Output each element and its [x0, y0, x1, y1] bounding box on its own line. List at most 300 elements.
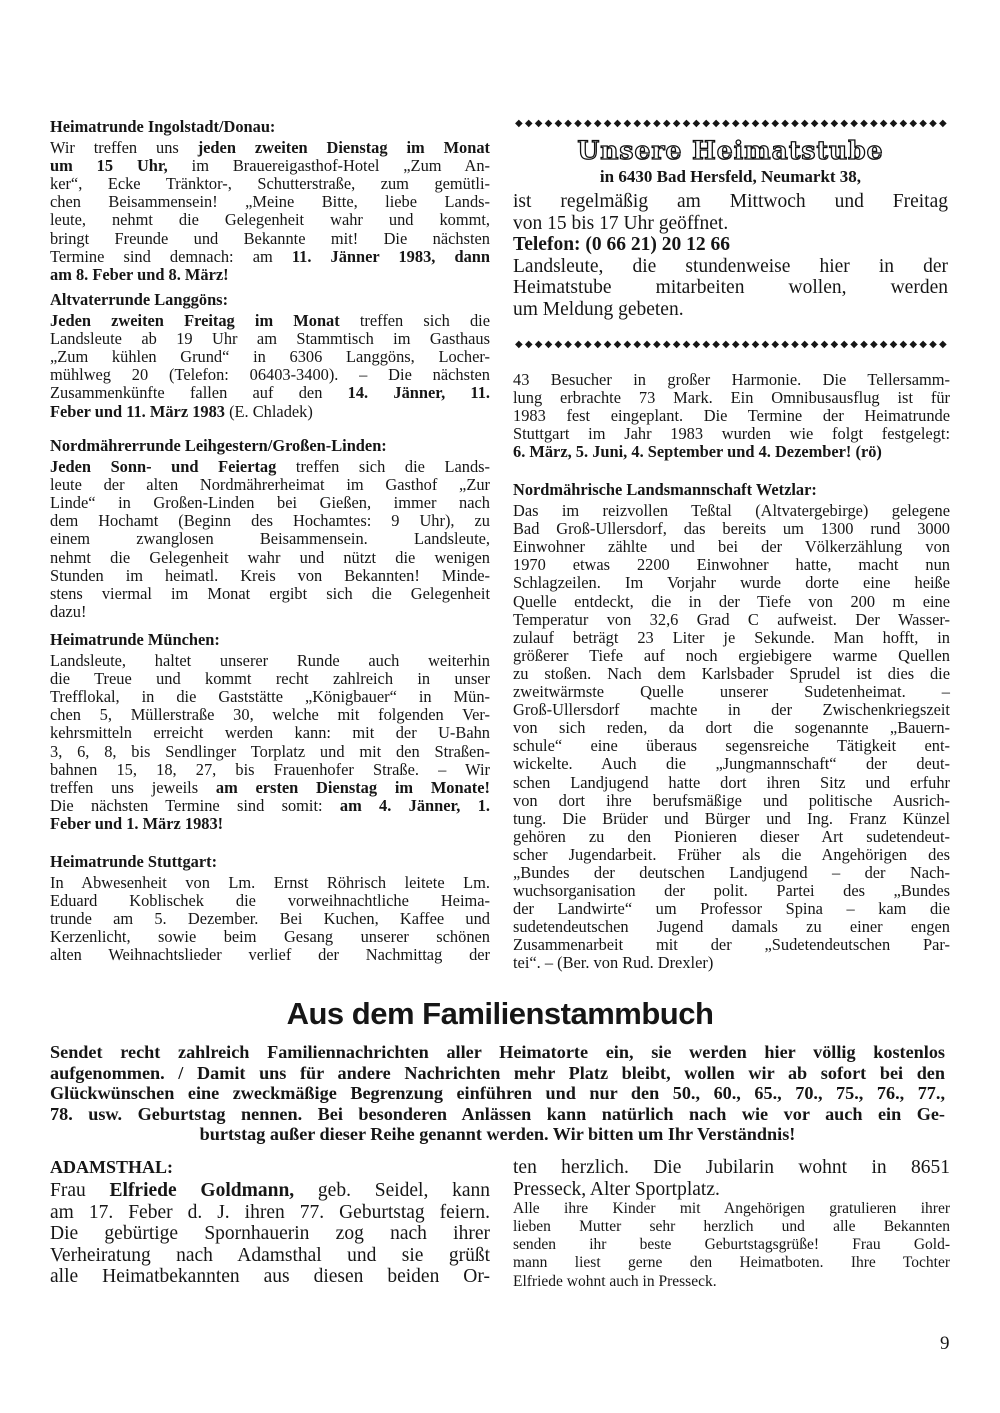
diamond-ornament-icon: ◆: [672, 339, 681, 350]
diamond-ornament-icon: ◆: [731, 118, 740, 129]
text-line: [50, 1223, 490, 1245]
text-run: von 15 bis 17 Uhr geöffnet.: [513, 212, 729, 234]
article-adamsthal: [50, 1157, 490, 1288]
text-run: Die gebürtige Spornhauerin zog nach ihrer: [50, 1223, 490, 1245]
text-run: Quelle entdeckt, die in der Tiefe von 200 m eine: [513, 591, 950, 611]
article-body: [513, 1200, 950, 1290]
text-run: Das im reizvollen Teßtal (Altvatergebirge) gelegene: [513, 501, 950, 521]
text-line: [513, 1273, 950, 1291]
text-run: Zusammenarbeit mit der „Sudetendeutschen Par-: [513, 935, 950, 955]
diamond-ornament-icon: ◆: [593, 339, 602, 350]
text-line: [513, 502, 950, 520]
diamond-ornament-icon: ◆: [929, 118, 937, 129]
text-run: wickelte. Auch die „Jungmannschaft“ der deut-: [513, 754, 950, 774]
diamond-ornament-icon: ◆: [613, 339, 622, 350]
article-muenchen: [50, 631, 490, 833]
heading: Heimatrunde München:: [50, 630, 220, 649]
diamond-ornament-icon: ◆: [623, 118, 632, 129]
text-line: [50, 761, 490, 779]
diamond-ornament-icon: ◆: [850, 339, 858, 350]
bold-text-run: 14. Jänner, 11.: [347, 383, 491, 403]
diamond-ornament-icon: ◆: [712, 118, 720, 129]
text-run: Kerzenlicht, sowie beim Gesang unserer schönen: [50, 927, 490, 947]
text-run: ten herzlich. Die Jubilarin wohnt in 8651: [513, 1157, 950, 1178]
text-run: lieben Mutter sehr herzlich und alle Bekannten: [513, 1218, 950, 1236]
text-run: die Treue und kommt recht zahlreich in unser: [50, 669, 490, 689]
diamond-ornament-icon: ◆: [889, 118, 898, 129]
article-ingolstadt: [50, 118, 490, 284]
bold-text-run: Jeden Sonn- und Feiertag: [50, 457, 277, 477]
text-run: 1970 etwas 2200 Einwohner hatte, macht nun: [513, 555, 950, 575]
article-nordmaehrer: [50, 437, 490, 621]
diamond-ornament-icon: ◆: [524, 339, 533, 350]
text-run: Schlagzeilen. Im Vorjahr wurde dorte eine heiße: [513, 573, 950, 593]
text-line: [513, 647, 950, 665]
bold-text-run: Elfriede Goldmann,: [109, 1180, 295, 1201]
text-line: [513, 882, 950, 900]
text-run: Sendet recht zahlreich Familiennachrichten aller Heimatorte ein, sie werden hier völlig kostenlos: [50, 1042, 945, 1062]
text-line: [513, 719, 950, 737]
text-run: Frau: [50, 1180, 110, 1201]
article-body: [50, 458, 490, 621]
text-run: Elfriede wohnt auch in Presseck.: [513, 1272, 717, 1290]
text-line: [513, 556, 950, 574]
text-line: [50, 348, 490, 366]
diamond-ornament-icon: ◆: [791, 339, 799, 350]
text-run: burtstag außer dieser Reihe genannt werden. Wir bitten um Ihr Verständnis!: [199, 1124, 796, 1144]
text-run: scher Jugendarbeit. Früher als die Angehörigen des: [513, 844, 950, 864]
text-line: [50, 1063, 945, 1084]
text-run: Termine sind demnach: am: [50, 246, 292, 266]
text-run: Glückwünschen eine zweckmäßige Begrenzung einführen und nur den 50., 60., 65., 70., 75., 76., 77.,: [50, 1083, 945, 1103]
text-run: trunde am 5. Dezember. Bei Kuchen, Kaffee und: [50, 909, 490, 929]
text-run: Groß-Ullersdorf machte in der Zwischenkriegszeit: [513, 700, 950, 720]
text-run: geb. Seidel, kann: [294, 1180, 491, 1201]
text-line: [513, 538, 950, 556]
heimatstube-address: in 6430 Bad Hersfeld, Neumarkt 38,: [599, 167, 862, 186]
text-line: [50, 494, 490, 512]
text-line: [50, 193, 490, 211]
diamond-rule-top: [515, 119, 947, 129]
text-line: [513, 737, 950, 755]
diamond-ornament-icon: ◆: [830, 118, 839, 129]
text-run: ist regelmäßig am Mittwoch und Freitag: [513, 191, 948, 212]
text-line: [513, 701, 950, 719]
text-run: am 17. Feber d. J. ihren 77. Geburtstag feiern.: [50, 1201, 490, 1223]
diamond-ornament-icon: ◆: [771, 339, 780, 350]
diamond-ornament-icon: ◆: [731, 339, 740, 350]
text-run: 43 Besucher in großer Harmonie. Die Tellersamm-: [513, 370, 950, 389]
text-line: [50, 1202, 490, 1224]
text-line: [513, 277, 948, 299]
text-run: 78. usw. Geburtstag nennen. Bei besonderen Anlässen kann natürlich nach wie vor auch ein Ge-: [50, 1103, 945, 1124]
text-run: Linde“ in Großen-Linden bei Gießen, immer nach: [50, 493, 490, 513]
diamond-ornament-icon: ◆: [702, 118, 711, 129]
text-line: [513, 256, 948, 278]
text-line: [513, 665, 950, 683]
diamond-ornament-icon: ◆: [564, 339, 572, 350]
diamond-ornament-icon: ◆: [820, 339, 829, 350]
text-run: wuchsorganisation der polit. Partei des „Bundes: [513, 881, 950, 901]
text-line: [50, 175, 490, 193]
text-line: [50, 530, 490, 548]
text-run: mühlweg 20 (Telefon: 06403-3400). – Die nächsten: [50, 365, 490, 385]
diamond-ornament-icon: ◆: [584, 118, 592, 129]
heading: Nordmährerrunde Leihgestern/Großen-Linden:: [50, 436, 387, 455]
text-run: einem zwanglosen Beisammensein. Landsleute,: [50, 529, 490, 549]
diamond-ornament-icon: ◆: [633, 118, 642, 129]
text-run: sudetendeutschen Jugend damals zu einer engen: [513, 917, 950, 937]
text-run: leute der alten Nordmährerheimat im Gasthof „Zur: [50, 475, 490, 495]
text-line: [50, 248, 490, 266]
text-run: bahnen 15, 18, 27, bis Frauenhofer Straße. – Wir: [50, 759, 490, 779]
text-run: ker“, Ecke Tränktor-, Schutterstraße, zum gemütli-: [50, 174, 490, 194]
diamond-ornament-icon: ◆: [879, 118, 888, 129]
text-line: [50, 1083, 945, 1104]
diamond-ornament-icon: ◆: [643, 339, 651, 350]
text-line: [513, 234, 948, 256]
text-run: Die nächsten Termine sind somit:: [50, 795, 340, 815]
text-line: [50, 797, 490, 815]
text-run: „Zum kühlen Grund“ in 6306 Langgöns, Locher-: [50, 347, 490, 367]
diamond-ornament-icon: ◆: [515, 339, 523, 350]
diamond-ornament-icon: ◆: [613, 118, 622, 129]
diamond-ornament-icon: ◆: [722, 118, 730, 129]
text-line: [50, 1124, 945, 1145]
diamond-ornament-icon: ◆: [534, 118, 543, 129]
text-run: Bad Groß-Ullersdorf, das bereits um 1300 rund 3000: [513, 519, 950, 539]
text-run: zulauf beträgt 23 Liter je Sekunde. Man hofft, in: [513, 627, 950, 647]
text-line: [513, 846, 950, 864]
diamond-ornament-icon: ◆: [524, 118, 533, 129]
article-body: [513, 502, 950, 972]
text-run: treffen sich die: [339, 311, 490, 331]
text-line: [50, 724, 490, 742]
text-run: schule“ eine überaus segensreiche Tätigkeit ent-: [513, 736, 950, 756]
text-run: Trefflokal, in die Gaststätte „Königbauer“ in Mün-: [50, 687, 490, 707]
diamond-ornament-icon: ◆: [623, 339, 632, 350]
section-intro: [50, 1042, 945, 1145]
bold-text-run: Feber und 11. März 1983: [50, 401, 225, 421]
text-run: kehrsmitteln erreicht werden kann: mit der U-Bahn: [50, 723, 490, 743]
text-line: [513, 774, 950, 792]
text-line: [50, 815, 490, 833]
article-body-large: [513, 1157, 950, 1200]
diamond-ornament-icon: ◆: [544, 339, 553, 350]
text-line: [50, 1266, 490, 1288]
text-line: [50, 330, 490, 348]
text-run: schen Landjugend hatte dort ihren Sitz und erfuhr: [513, 772, 950, 792]
text-line: [513, 299, 948, 321]
text-line: [513, 918, 950, 936]
diamond-ornament-icon: ◆: [672, 118, 681, 129]
article-body: [513, 371, 950, 461]
text-line: [50, 585, 490, 603]
text-run: leute, nehmt die Gelegenheit wahr und kommt,: [50, 210, 490, 230]
text-line: [50, 910, 490, 928]
diamond-ornament-icon: ◆: [653, 118, 661, 129]
diamond-ornament-icon: ◆: [515, 118, 523, 129]
text-run: nehmt die Gelegenheit wahr und nützt die wenigen: [50, 547, 490, 567]
article-body: [50, 1180, 490, 1288]
text-line: [50, 1042, 945, 1063]
diamond-ornament-icon: ◆: [534, 339, 543, 350]
text-run: treffen sich die Lands-: [276, 457, 490, 477]
diamond-rule-bottom: [515, 340, 947, 350]
text-line: [513, 936, 950, 954]
text-run: dazu!: [50, 601, 87, 621]
diamond-ornament-icon: ◆: [554, 118, 563, 129]
bold-text-run: Feber und 1. März 1983!: [50, 813, 224, 833]
article-body: [50, 312, 490, 421]
diamond-ornament-icon: ◆: [810, 339, 819, 350]
text-line: [513, 1254, 950, 1272]
text-line: [513, 425, 950, 443]
heading: Heimatrunde Stuttgart:: [50, 852, 218, 871]
text-line: [50, 403, 490, 421]
diamond-ornament-icon: ◆: [800, 118, 809, 129]
text-line: [50, 139, 490, 157]
diamond-ornament-icon: ◆: [761, 118, 770, 129]
diamond-ornament-icon: ◆: [662, 118, 671, 129]
diamond-ornament-icon: ◆: [574, 339, 582, 350]
text-run: lung erbrachte 73 Mark. Ein Omnibusausflug ist für: [513, 388, 950, 408]
diamond-ornament-icon: ◆: [633, 339, 642, 350]
bold-text-run: Jeden zweiten Freitag im Monat: [50, 311, 340, 331]
bold-text-run: am 4. Jänner, 1.: [339, 795, 490, 815]
text-line: [513, 954, 950, 972]
diamond-ornament-icon: ◆: [899, 118, 908, 129]
text-run: um Meldung gebeten.: [513, 298, 684, 320]
diamond-ornament-icon: ◆: [830, 339, 839, 350]
text-run: Landsleute, die stundenweise hier in der: [513, 255, 948, 277]
text-run: „Bundes der deutschen Landjugend – der Nach-: [513, 862, 950, 882]
diamond-ornament-icon: ◆: [702, 339, 711, 350]
text-line: [50, 476, 490, 494]
text-run: zu stoßen. Nach dem Karlsbader Sprudel ist dies die: [513, 663, 950, 683]
diamond-ornament-icon: ◆: [879, 339, 888, 350]
bold-text-run: am 8. Feber und 8. März!: [50, 264, 229, 284]
article-wetzlar: [513, 481, 950, 973]
article-langgoens: [50, 291, 490, 421]
text-run: von dort ihre berufsmäßige und politische Ausrich-: [513, 790, 950, 810]
text-line: [513, 1218, 950, 1236]
diamond-ornament-icon: ◆: [712, 339, 720, 350]
diamond-ornament-icon: ◆: [938, 339, 947, 350]
text-run: tung. Die Brüder und Bürger und Ing. Franz Künzel: [513, 808, 950, 828]
text-line: [513, 371, 950, 389]
diamond-ornament-icon: ◆: [869, 118, 878, 129]
text-line: [513, 755, 950, 773]
text-run: senden ihr beste Geburtstagsgrüße! Frau Gold-: [513, 1236, 950, 1254]
text-run: tei“. – (Ber. von Rud. Drexler): [513, 953, 714, 973]
text-run: treffen uns jeweils: [50, 777, 216, 797]
text-line: [513, 792, 950, 810]
heading: ADAMSTHAL:: [50, 1157, 174, 1177]
text-run: Temperatur von 32,6 Grad C aufweist. Der Wasser-: [513, 609, 950, 629]
bold-text-run: um 15 Uhr,: [50, 156, 168, 176]
text-run: Stuttgart im Jahr 1983 wurden wie folgt festgelegt:: [513, 424, 950, 444]
bold-text-run: 6. März, 5. Juni, 4. September und 4. Dezember! (rö): [513, 442, 882, 462]
diamond-ornament-icon: ◆: [860, 118, 868, 129]
heading: Altvaterrunde Langgöns:: [50, 290, 229, 309]
diamond-ornament-icon: ◆: [929, 339, 937, 350]
text-line: [513, 828, 950, 846]
diamond-ornament-icon: ◆: [544, 118, 553, 129]
text-line: [50, 743, 490, 761]
diamond-ornament-icon: ◆: [761, 339, 770, 350]
diamond-ornament-icon: ◆: [860, 339, 868, 350]
heimatstube-body: [513, 191, 948, 321]
text-line: [50, 928, 490, 946]
text-line: [50, 567, 490, 585]
text-line: [513, 900, 950, 918]
text-line: [50, 549, 490, 567]
text-run: alle Heimatbekannten aus diesen beiden Or-: [50, 1266, 490, 1288]
text-run: der Landwirte“ um Professor Spina – kam die: [513, 899, 950, 919]
diamond-ornament-icon: ◆: [682, 118, 691, 129]
article-stuttgart: [50, 853, 490, 965]
text-line: [50, 512, 490, 530]
diamond-ornament-icon: ◆: [781, 118, 789, 129]
text-line: [50, 384, 490, 402]
text-line: [513, 574, 950, 592]
text-run: Einwohner zählte und bei der Völkerzählung von: [513, 537, 950, 557]
text-line: [513, 611, 950, 629]
heading: Nordmährische Landsmannschaft Wetzlar:: [513, 480, 817, 499]
diamond-ornament-icon: ◆: [810, 118, 819, 129]
text-run: von sich reden, da dort die sogenannte „Bauern-: [513, 718, 950, 738]
diamond-ornament-icon: ◆: [741, 339, 750, 350]
text-run: Zusammenkünfte fallen auf den: [50, 383, 348, 403]
text-line: [513, 213, 948, 235]
bold-text-run: Telefon: (0 66 21) 20 12 66: [513, 234, 731, 256]
diamond-ornament-icon: ◆: [800, 339, 809, 350]
text-run: (E. Chladek): [224, 401, 313, 421]
diamond-ornament-icon: ◆: [722, 339, 730, 350]
text-line: [50, 706, 490, 724]
diamond-ornament-icon: ◆: [603, 118, 612, 129]
text-line: [50, 874, 490, 892]
text-line: [50, 670, 490, 688]
text-line: [50, 366, 490, 384]
diamond-ornament-icon: ◆: [751, 118, 760, 129]
diamond-ornament-icon: ◆: [593, 118, 602, 129]
text-line: [513, 520, 950, 538]
text-run: Verheiratung nach Adamsthal und sie grüßt: [50, 1244, 490, 1266]
text-run: Landsleute, haltet unserer Runde auch weiterhin: [50, 651, 490, 671]
diamond-ornament-icon: ◆: [850, 118, 858, 129]
text-line: [50, 312, 490, 330]
bold-text-run: jeden zweiten Dienstag im Monat: [197, 138, 491, 158]
text-line: [50, 1104, 945, 1125]
text-line: [513, 683, 950, 701]
text-run: 3, 6, 8, bis Sendlinger Torplatz und mit den Straßen-: [50, 741, 490, 761]
heimatstube-title: Unsere Heimatstube: [577, 136, 884, 165]
text-line: [513, 810, 950, 828]
diamond-ornament-icon: ◆: [899, 339, 908, 350]
text-run: chen Beisammensein! „Meine Bitte, liebe Lands-: [50, 192, 490, 212]
text-line: [513, 407, 950, 425]
text-run: Wir treffen uns: [50, 138, 198, 158]
text-line: [50, 652, 490, 670]
text-line: [513, 593, 950, 611]
article-body: [50, 874, 490, 964]
text-run: aufgenommen. / Damit uns für andere Nachrichten mehr Platz bleibt, wollen wir ab sofort bei den: [50, 1062, 945, 1083]
text-run: mann liest gerne den Heimatboten. Ihre Tochter: [513, 1254, 950, 1272]
text-line: [50, 266, 490, 284]
text-run: In Abwesenheit von Lm. Ernst Röhrisch leitete Lm.: [50, 873, 490, 893]
section-title: Aus dem Familienstammbuch: [286, 996, 714, 1031]
text-line: [50, 779, 490, 797]
text-line: [513, 443, 950, 461]
text-run: größerer Tiefe auf noch ergiebigere warme Quellen: [513, 645, 950, 665]
diamond-ornament-icon: ◆: [554, 339, 563, 350]
diamond-ornament-icon: ◆: [574, 118, 582, 129]
text-line: [50, 230, 490, 248]
text-line: [50, 1245, 490, 1267]
diamond-ornament-icon: ◆: [692, 339, 701, 350]
diamond-ornament-icon: ◆: [820, 118, 829, 129]
diamond-ornament-icon: ◆: [643, 118, 651, 129]
text-run: Heimatstube mitarbeiten wollen, werden: [513, 277, 948, 299]
text-line: [513, 1236, 950, 1254]
diamond-ornament-icon: ◆: [603, 339, 612, 350]
diamond-ornament-icon: ◆: [909, 339, 918, 350]
diamond-ornament-icon: ◆: [919, 339, 927, 350]
text-run: Presseck, Alter Sportplatz.: [513, 1178, 720, 1200]
diamond-ornament-icon: ◆: [741, 118, 750, 129]
text-line: [513, 389, 950, 407]
heimatstube-box: [513, 136, 948, 321]
text-line: [50, 603, 490, 621]
diamond-ornament-icon: ◆: [919, 118, 927, 129]
text-run: stens viermal im Monat ergibt sich die Gelegenheit: [50, 583, 490, 603]
text-line: [50, 688, 490, 706]
diamond-ornament-icon: ◆: [889, 339, 898, 350]
diamond-ornament-icon: ◆: [909, 118, 918, 129]
text-line: [50, 458, 490, 476]
text-line: [50, 157, 490, 175]
text-run: 1983 fest eingeplant. Die Termine der Heimatrunde: [513, 406, 950, 426]
diamond-ornament-icon: ◆: [584, 339, 592, 350]
text-run: zweitwärmste Quelle unserer Sudetenheimat. –: [513, 682, 950, 702]
heading: Heimatrunde Ingolstadt/Donau:: [50, 117, 276, 136]
text-line: [50, 946, 490, 964]
text-run: im Brauereigasthof-Hotel „Zum An-: [167, 156, 490, 176]
text-run: Eduard Koblischek die vorweihnachtliche Heima-: [50, 891, 490, 911]
text-line: [50, 892, 490, 910]
diamond-ornament-icon: ◆: [692, 118, 701, 129]
bold-text-run: am ersten Dienstag im Monate!: [215, 777, 490, 797]
text-line: [513, 1157, 950, 1179]
text-line: [513, 1200, 950, 1218]
text-line: [513, 191, 948, 213]
text-line: [513, 864, 950, 882]
text-run: Landsleute ab 19 Uhr am Stammtisch im Gasthaus: [50, 329, 490, 349]
text-line: [50, 1180, 490, 1202]
diamond-ornament-icon: ◆: [869, 339, 878, 350]
text-run: chen 5, Müllerstraße 30, welche mit folgenden Ver-: [50, 705, 490, 725]
text-run: Alle ihre Kinder mit Angehörigen gratulieren ihrer: [513, 1200, 950, 1218]
diamond-ornament-icon: ◆: [791, 118, 799, 129]
page-number: 9: [940, 1333, 950, 1354]
diamond-ornament-icon: ◆: [771, 118, 780, 129]
article-adamsthal-continued: [513, 1157, 950, 1291]
text-line: [513, 1179, 950, 1201]
text-run: bringt Freunde und Bekannte mit! Die nächsten: [50, 228, 490, 248]
article-body: [50, 652, 490, 833]
